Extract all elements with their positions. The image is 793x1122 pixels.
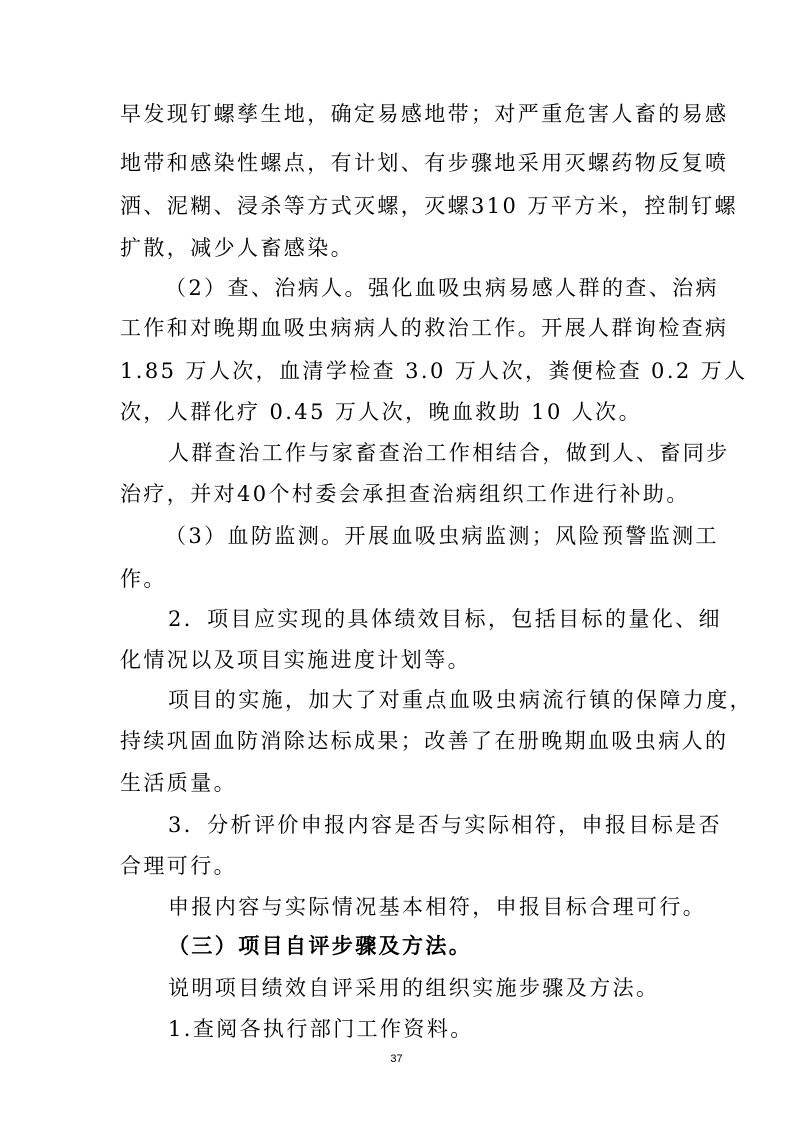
body-text-line: （2）查、治病人。强化血吸虫病易感人群的查、治病 (165, 276, 719, 300)
body-text-line: 化情况以及项目实施进度计划等。 (120, 648, 471, 672)
body-text-line: 3．分析评价申报内容是否与实际相符，申报目标是否 (168, 813, 722, 837)
body-text-line: 作。 (120, 567, 167, 591)
body-text-line: 说明项目绩效自评采用的组织实施步骤及方法。 (168, 976, 660, 1000)
body-text-line: 生活质量。 (120, 771, 237, 795)
section-heading: （三）项目自评步骤及方法。 (168, 933, 473, 958)
body-text-line: 申报内容与实际情况基本相符，申报目标合理可行。 (168, 895, 707, 919)
page-number: 37 (390, 1053, 403, 1065)
body-text-line: 地带和感染性螺点，有计划、有步骤地采用灭螺药物反复喷 (120, 151, 729, 175)
body-text-line: 1.85 万人次，血清学检查 3.0 万人次，粪便检查 0.2 万人 (120, 359, 748, 383)
body-text-line: 人群查治工作与家畜查治工作相结合，做到人、畜同步 (168, 441, 730, 465)
body-text-line: 治疗，并对40个村委会承担查治病组织工作进行补助。 (120, 482, 690, 506)
body-text-line: 早发现钉螺孳生地，确定易感地带；对严重危害人畜的易感 (120, 102, 729, 126)
body-text-line: 1.查阅各执行部门工作资料。 (168, 1017, 474, 1041)
body-text-line: 持续巩固血防消除达标成果；改善了在册晚期血吸虫病人的 (120, 729, 729, 753)
body-text-line: （3）血防监测。开展血吸虫病监测；风险预警监测工 (165, 524, 719, 548)
body-text-line: 项目的实施，加大了对重点血吸虫病流行镇的保障力度， (168, 688, 753, 712)
body-text-line: 工作和对晚期血吸虫病病人的救治工作。开展人群询检查病 (120, 316, 729, 340)
body-text-line: 扩散，减少人畜感染。 (120, 236, 354, 260)
body-text-line: 次，人群化疗 0.45 万人次，晚血救助 10 人次。 (120, 400, 642, 424)
body-text-line: 合理可行。 (120, 854, 237, 878)
body-text-line: 洒、泥糊、浸杀等方式灭螺，灭螺310 万平方米，控制钉螺 (120, 194, 738, 218)
body-text-line: 2．项目应实现的具体绩效目标，包括目标的量化、细 (168, 607, 722, 631)
